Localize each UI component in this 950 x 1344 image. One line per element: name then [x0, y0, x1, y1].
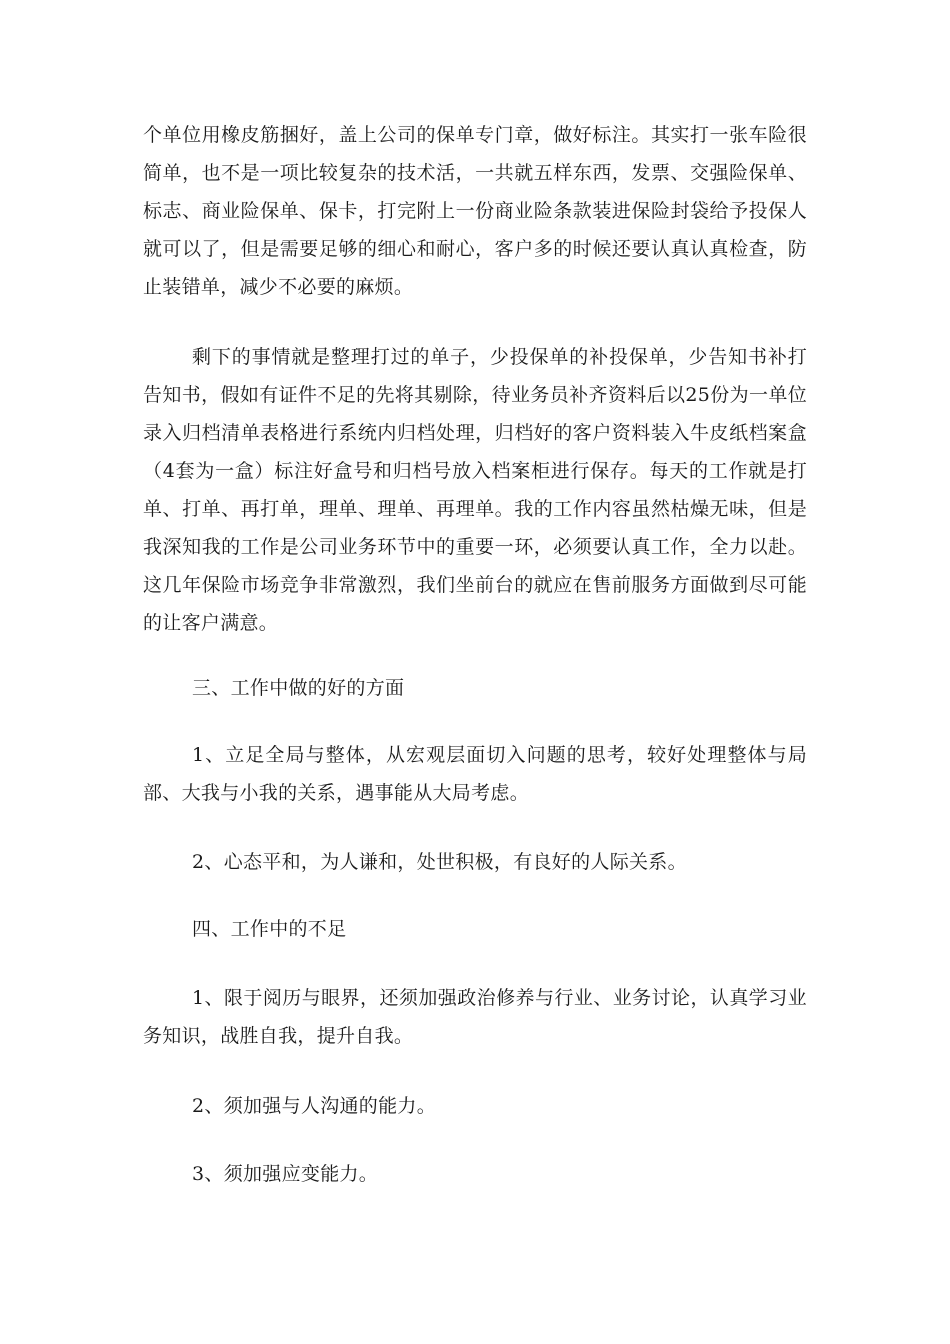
weakness-item-1: 1、限于阅历与眼界，还须加强政治修养与行业、业务讨论，认真学习业务知识，战胜自我，提升自我。 — [143, 987, 807, 1047]
strength-item-2: 2、心态平和，为人谦和，处世积极，有良好的人际关系。 — [192, 851, 687, 873]
strength-item-1: 1、立足全局与整体，从宏观层面切入问题的思考，较好处理整体与局部、大我与小我的关系，遇事能从大局考虑。 — [143, 744, 807, 804]
weakness-item-2: 2、须加强与人沟通的能力。 — [192, 1095, 436, 1117]
paragraph-filing-work: 剩下的事情就是整理打过的单子，少投保单的补投保单，少告知书补打告知书，假如有证件不足的先将其剔除，待业务员补齐资料后以25份为一单位录入归档清单表格进行系统内归档处理，归档好的客户资料装入牛皮纸档案盒（4套为一盒）标注好盒号和归档号放入档案柜进行保存。每天的工作就是打单、打单、再打单，理单、理单、再理单。我的工作内容虽然枯燥无味，但是我深知我的工作是公司业务环节中的重要一环，必须要认真工作，全力以赴。这几年保险市场竞争非常激烈，我们坐前台的就应在售前服务方面做到尽可能的让客户满意。 — [143, 346, 807, 634]
section-heading-weaknesses: 四、工作中的不足 — [192, 918, 347, 940]
weakness-item-3: 3、须加强应变能力。 — [192, 1163, 379, 1185]
paragraph-continuation: 个单位用橡皮筋捆好，盖上公司的保单专门章，做好标注。其实打一张车险很简单，也不是一项比较复杂的技术活，一共就五样东西，发票、交强险保单、标志、商业险保单、保卡，打完附上一份商业险条款装进保险封袋给予投保人就可以了，但是需要足够的细心和耐心，客户多的时候还要认真认真检查，防止装错单，减少不必要的麻烦。 — [143, 124, 807, 298]
section-heading-strengths: 三、工作中做的好的方面 — [192, 677, 405, 699]
